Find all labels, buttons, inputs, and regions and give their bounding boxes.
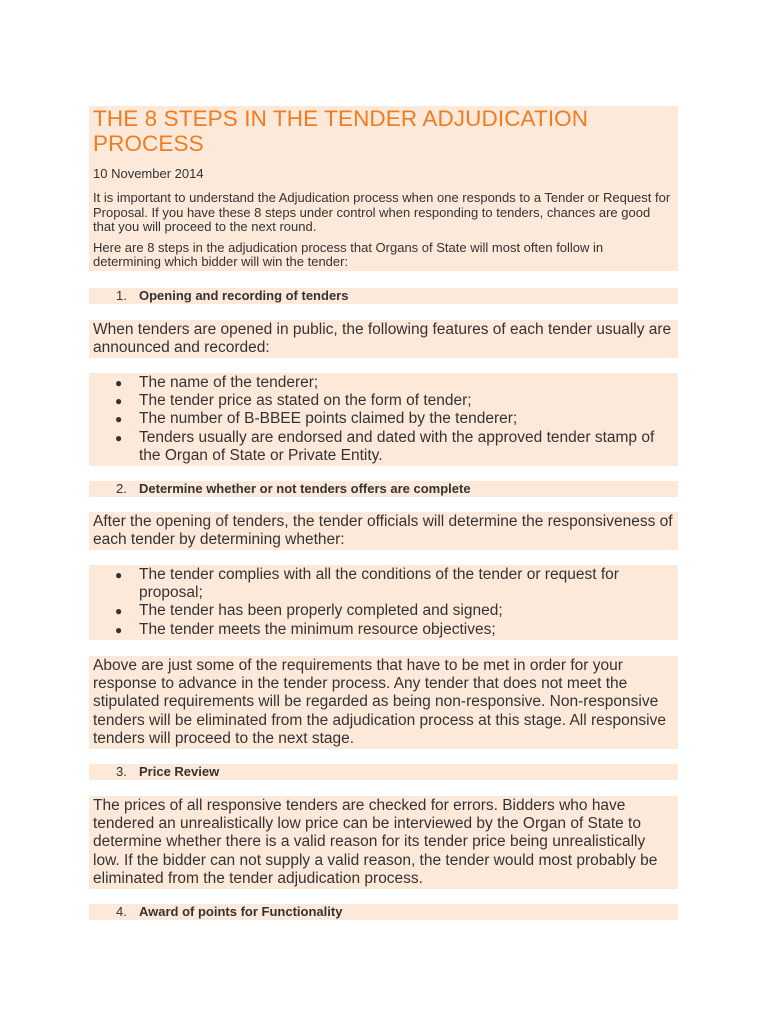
step-number: 2. <box>116 481 127 496</box>
section-3-paragraph <box>89 796 678 889</box>
bullet-icon: ● <box>115 568 123 582</box>
bullet-icon: ● <box>115 394 123 409</box>
step-number: 4. <box>116 904 127 919</box>
step-heading-2 <box>89 481 678 497</box>
section-2-list <box>89 565 678 640</box>
list-item-text: The name of the tenderer; <box>139 374 319 391</box>
intro-paragraph-1: It is important to understand the Adjudication process when one responds to a Tender or Request for Proposal. If you have these 8 steps under control when responding to tenders, chances are good that you will proceed to the next round. <box>93 190 671 235</box>
list-item-text: The tender has been properly completed and signed; <box>139 602 503 620</box>
page-title: THE 8 STEPS IN THE TENDER ADJUDICATION PROCESS <box>93 106 589 156</box>
step-label: Opening and recording of tenders <box>139 288 349 303</box>
step-label: Determine whether or not tenders offers are complete <box>139 481 471 496</box>
section-1-list <box>89 373 678 466</box>
bullet-icon: ● <box>115 430 123 445</box>
section-2-paragraph <box>89 512 678 550</box>
bullet-icon: ● <box>115 622 123 637</box>
list-item <box>89 410 678 428</box>
list-item <box>89 374 678 392</box>
step-number: 3. <box>116 764 127 779</box>
step-number: 1. <box>116 288 127 303</box>
step-label: Award of points for Functionality <box>139 904 343 919</box>
paragraph-text: The prices of all responsive tenders are checked for errors. Bidders who have tendered an unrealistically low price can be interviewed by the Organ of State to determine whether there is a valid reason for its tender price being unrealistically low. If the bidder can not supply a valid reason, the tender would most probably be eliminated from the tender adjudication process. <box>93 797 658 887</box>
list-item <box>89 392 678 410</box>
list-item <box>89 621 678 639</box>
list-item-text: The number of B-BBEE points claimed by the tenderer; <box>139 410 518 428</box>
list-item-text: Tenders usually are endorsed and dated with the approved tender stamp of the Organ of State or Private Entity. <box>139 428 655 464</box>
step-label: Price Review <box>139 764 220 779</box>
paragraph-text: When tenders are opened in public, the following features of each tender usually are announced and recorded: <box>93 321 672 357</box>
paragraph-text: After the opening of tenders, the tender officials will determine the responsiveness of each tender by determining whether: <box>93 513 673 549</box>
list-item-text: The tender price as stated on the form of tender; <box>139 392 472 410</box>
list-item <box>89 566 678 602</box>
list-item <box>89 429 678 465</box>
step-heading-3 <box>89 764 678 780</box>
publish-date: 10 November 2014 <box>93 166 204 181</box>
list-item-text: The tender meets the minimum resource objectives; <box>139 620 496 638</box>
step-heading-1 <box>89 288 678 304</box>
intro-paragraph-2: Here are 8 steps in the adjudication process that Organs of State will most often follow in determining which bidder will win the tender: <box>93 239 604 270</box>
section-1-paragraph <box>89 320 678 358</box>
list-item-text: The tender complies with all the conditions of the tender or request for proposal; <box>139 566 619 602</box>
bullet-icon: ● <box>115 376 123 390</box>
step-heading-4 <box>89 904 678 920</box>
section-2-followup-paragraph <box>89 656 678 749</box>
bullet-icon: ● <box>115 412 123 427</box>
article-header <box>89 106 678 271</box>
bullet-icon: ● <box>115 604 123 619</box>
paragraph-text: Above are just some of the requirements that have to be met in order for your response to advance in the tender process. Any tender that does not meet the stipulated requirements will be regarded as being non-responsive. Non-responsive tenders will be eliminated from the adjudication process at this stage. All responsive tenders will proceed to the next stage. <box>93 657 666 747</box>
list-item <box>89 602 678 620</box>
